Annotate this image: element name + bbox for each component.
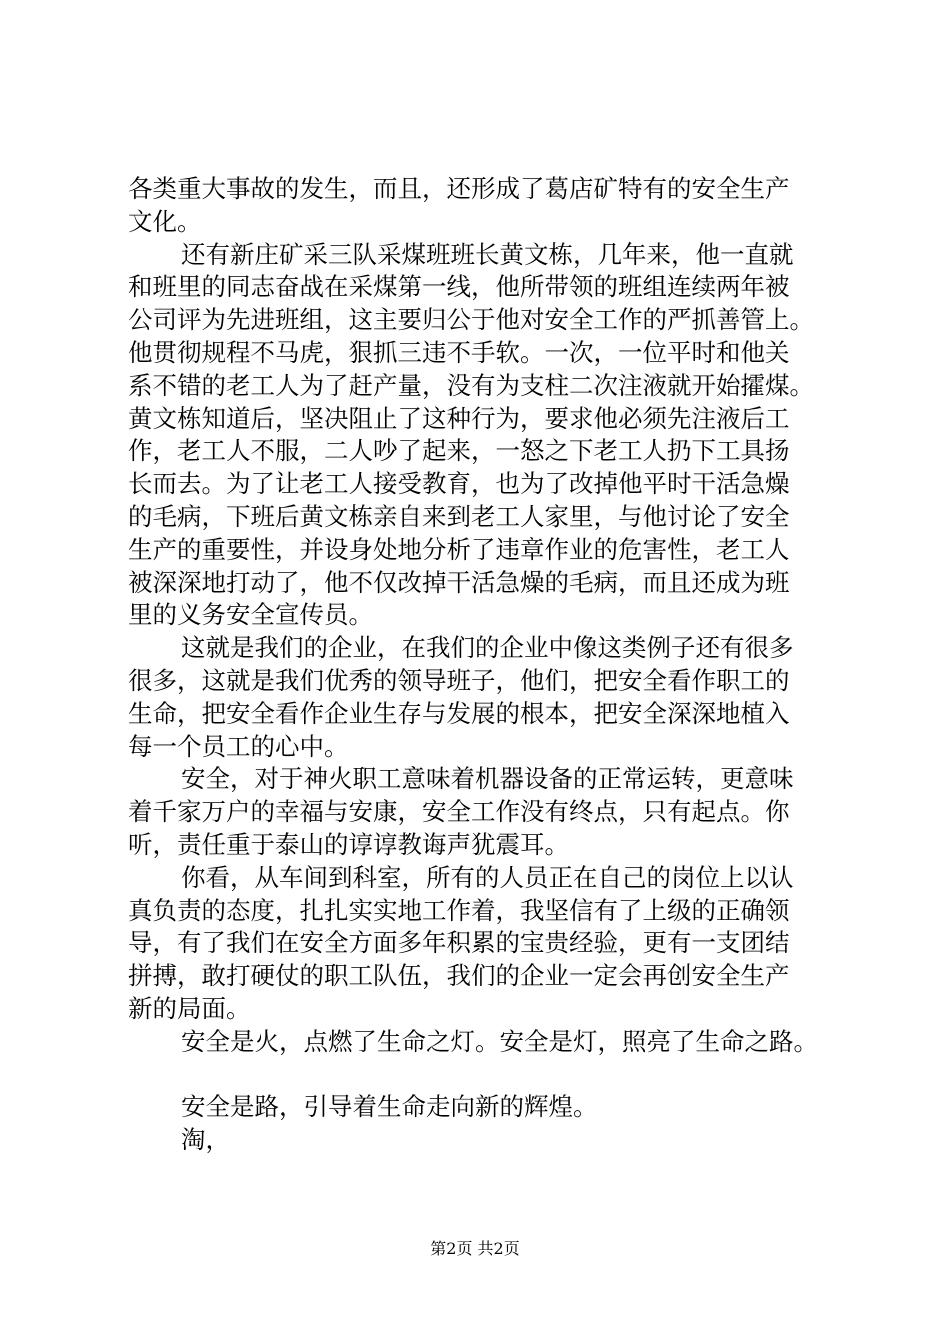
body-line: 他贯彻规程不马虎，狠抓三违不手软。一次，一位平时和他关 (128, 337, 790, 367)
paragraph-start-line: 淘， (181, 1125, 230, 1155)
body-line: 听，责任重于泰山的谆谆教诲声犹震耳。 (128, 829, 569, 859)
body-line: 导，有了我们在安全方面多年积累的宝贵经验，更有一支团结 (128, 928, 790, 958)
document-body (128, 173, 848, 1157)
paragraph-start-line: 安全是火，点燃了生命之灯。安全是灯，照亮了生命之路。 (181, 1026, 818, 1056)
paragraph-start-line: 安全是路，引导着生命走向新的辉煌。 (181, 1092, 598, 1122)
body-line: 公司评为先进班组，这主要归公于他对安全工作的严抓善管上。 (128, 305, 814, 335)
page-footer (0, 1238, 950, 1260)
blank-line (128, 1059, 848, 1092)
body-line: 系不错的老工人为了赶产量，没有为支柱二次注液就开始攉煤。 (128, 370, 814, 400)
body-line: 作，老工人不服，二人吵了起来，一怒之下老工人扔下工具扬 (128, 436, 790, 466)
body-line: 各类重大事故的发生，而且，还形成了葛店矿特有的安全生产 (128, 174, 790, 203)
body-line: 生产的重要性，并设身处地分析了违章作业的危害性，老工人 (128, 534, 790, 564)
body-line: 被深深地打动了，他不仅改掉干活急燥的毛病，而且还成为班 (128, 567, 790, 597)
body-line: 拼搏，敢打硬仗的职工队伍，我们的企业一定会再创安全生产 (128, 961, 790, 991)
body-line: 很多，这就是我们优秀的领导班子，他们，把安全看作职工的 (128, 665, 790, 695)
body-line: 新的局面。 (128, 993, 251, 1023)
body-line: 着千家万户的幸福与安康，安全工作没有终点，只有起点。你 (128, 797, 790, 827)
paragraph-start-line: 安全，对于神火职工意味着机器设备的正常运转，更意味 (181, 764, 794, 794)
paragraph-start-line: 你看，从车间到科室，所有的人员正在自己的岗位上以认 (181, 862, 794, 892)
paragraph-start-line: 还有新庄矿采三队采煤班班长黄文栋，几年来，他一直就 (181, 239, 794, 269)
page-number-label: 第2页 共2页 (430, 1239, 520, 1258)
body-line: 长而去。为了让老工人接受教育，也为了改掉他平时干活急燥 (128, 469, 790, 499)
body-line: 黄文栋知道后，坚决阻止了这种行为，要求他必须先注液后工 (128, 403, 790, 433)
paragraph-start-line: 这就是我们的企业，在我们的企业中像这类例子还有很多 (181, 633, 794, 663)
body-line: 每一个员工的心中。 (128, 731, 349, 761)
body-line: 的毛病，下班后黄文栋亲自来到老工人家里，与他讨论了安全 (128, 501, 790, 531)
body-line: 里的义务安全宣传员。 (128, 600, 373, 630)
body-line: 生命，把安全看作企业生存与发展的根本，把安全深深地植入 (128, 698, 790, 728)
body-line: 文化。 (128, 206, 202, 236)
body-line: 和班里的同志奋战在采煤第一线，他所带领的班组连续两年被 (128, 272, 790, 302)
body-line: 真负责的态度，扎扎实实地工作着，我坚信有了上级的正确领 (128, 895, 790, 925)
